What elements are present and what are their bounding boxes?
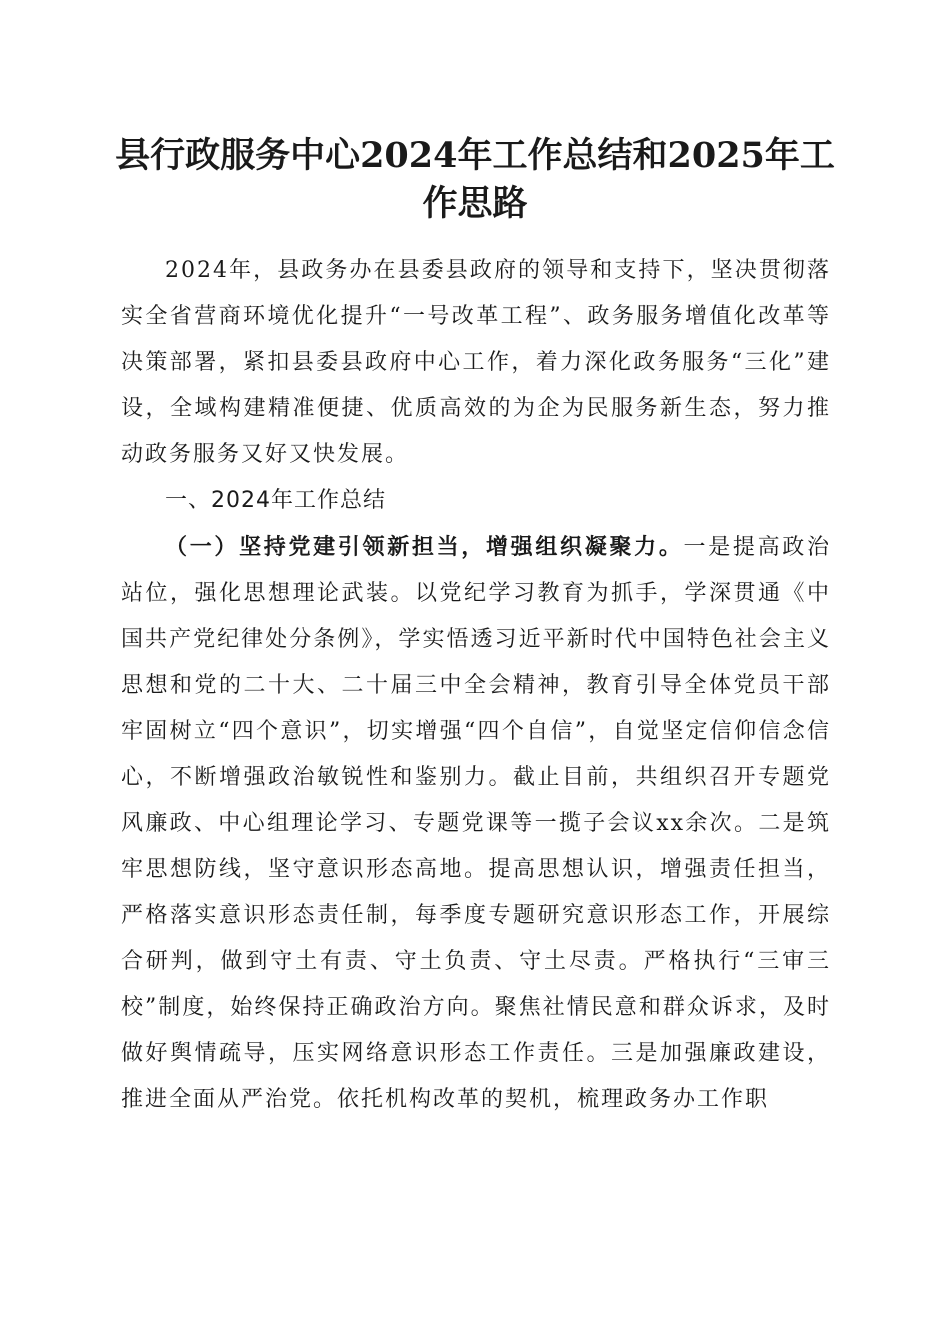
subsection-paragraph: [121, 524, 831, 1123]
document-body: [121, 248, 831, 1123]
subsection-heading: （一）坚持党建引领新担当，增强组织凝聚力。: [165, 534, 684, 560]
document-title: 县行政服务中心2024年工作总结和2025年工作思路: [115, 135, 835, 224]
intro-paragraph: 2024年，县政务办在县委县政府的领导和支持下，坚决贯彻落实全省营商环境优化提升“一号改革工程”、政务服务增值化改革等决策部署，紧扣县委县政府中心工作，着力深化政务服务“三化”建设，全域构建精准便捷、优质高效的为企为民服务新生态，努力推动政务服务又好又快发展。: [121, 258, 831, 467]
section-heading: 一、2024年工作总结: [165, 488, 386, 513]
subsection-text: 一是提高政治站位，强化思想理论武装。以党纪学习教育为抓手，学深贯通《中国共产党纪律处分条例》，学实悟透习近平新时代中国特色社会主义思想和党的二十大、二十届三中全会精神，教育引导全体党员干部牢固树立“四个意识”，切实增强“四个自信”，自觉坚定信仰信念信心，不断增强政治敏锐性和鉴别力。截止目前，共组织召开专题党风廉政、中心组理论学习、专题党课等一揽子会议xx余次。二是筑牢思想防线，坚守意识形态高地。提高思想认识，增强责任担当，严格落实意识形态责任制，每季度专题研究意识形态工作，开展综合研判，做到守土有责、守土负责、守土尽责。严格执行“三审三校”制度，始终保持正确政治方向。聚焦社情民意和群众诉求，及时做好舆情疏导，压实网络意识形态工作责任。三是加强廉政建设，推进全面从严治党。依托机构改革的契机，梳理政务办工作职: [121, 535, 831, 1112]
